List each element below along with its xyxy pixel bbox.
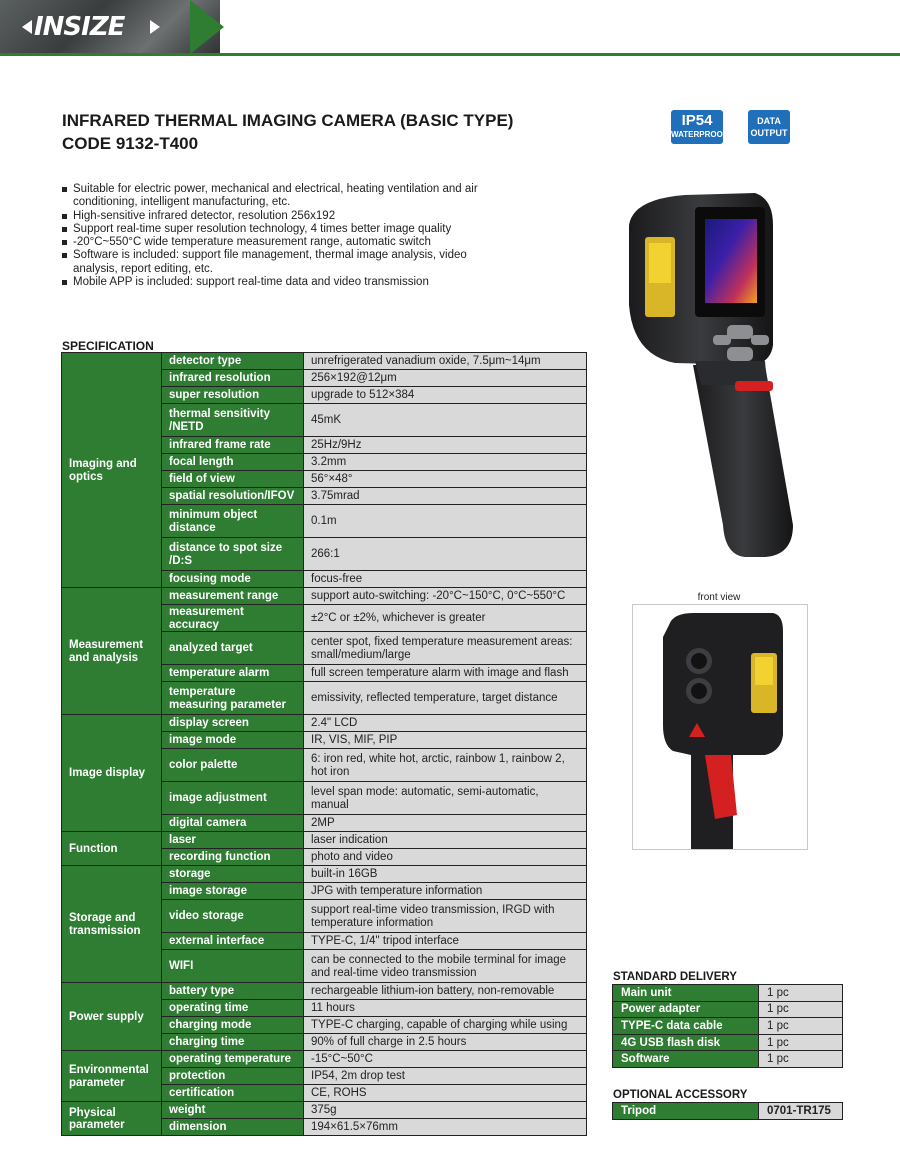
optional-accessory-table (612, 1102, 843, 1120)
spec-value: focus-free (304, 571, 587, 588)
spec-value: level span mode: automatic, semi-automatic, manual (304, 782, 587, 815)
spec-value: unrefrigerated vanadium oxide, 7.5μm~14μm (304, 353, 587, 370)
spec-value: -15°C~50°C (304, 1051, 587, 1068)
delivery-row (613, 1018, 843, 1035)
page-title (62, 109, 513, 155)
spec-group-label: Storage and transmission (62, 866, 162, 983)
spec-param-label: image mode (162, 732, 304, 749)
spec-group-label: Power supply (62, 983, 162, 1051)
spec-param-label: focal length (162, 454, 304, 471)
spec-value: 25Hz/9Hz (304, 437, 587, 454)
spec-param-label: operating time (162, 1000, 304, 1017)
spec-param-label: minimum object distance (162, 505, 304, 538)
front-view-frame (632, 604, 808, 850)
spec-value: 56°×48° (304, 471, 587, 488)
product-name: INFRARED THERMAL IMAGING CAMERA (BASIC TYPE) (62, 111, 514, 130)
spec-param-label: protection (162, 1068, 304, 1085)
spec-param-label: field of view (162, 471, 304, 488)
spec-param-label: certification (162, 1085, 304, 1102)
spec-param-label: infrared resolution (162, 370, 304, 387)
spec-value: emissivity, reflected temperature, target distance (304, 682, 587, 715)
spec-row (62, 1051, 587, 1068)
spec-param-label: storage (162, 866, 304, 883)
spec-value: IP54, 2m drop test (304, 1068, 587, 1085)
spec-value: CE, ROHS (304, 1085, 587, 1102)
spec-param-label: infrared frame rate (162, 437, 304, 454)
delivery-row (613, 1001, 843, 1018)
spec-param-label: battery type (162, 983, 304, 1000)
spec-value: built-in 16GB (304, 866, 587, 883)
delivery-item-qty: 1 pc (759, 1034, 843, 1051)
spec-param-label: WIFI (162, 950, 304, 983)
feature-item: -20°C~550°C wide temperature measurement range, automatic switch (62, 236, 482, 249)
spec-row (62, 715, 587, 732)
delivery-item-name: 4G USB flash disk (613, 1034, 759, 1051)
feature-item: Software is included: support file management, thermal image analysis, video analysis, report editing, etc. (62, 249, 482, 276)
spec-value: 256×192@12μm (304, 370, 587, 387)
spec-param-label: analyzed target (162, 632, 304, 665)
spec-value: support real-time video transmission, IRGD with temperature information (304, 900, 587, 933)
standard-delivery-heading: STANDARD DELIVERY (613, 971, 737, 983)
spec-group-label: Physical parameter (62, 1102, 162, 1136)
spec-group-label: Measurement and analysis (62, 588, 162, 715)
delivery-item-qty: 1 pc (759, 1001, 843, 1018)
spec-param-label: temperature alarm (162, 665, 304, 682)
spec-value: center spot, fixed temperature measurement areas: small/medium/large (304, 632, 587, 665)
spec-row (62, 1102, 587, 1119)
spec-param-label: recording function (162, 849, 304, 866)
feature-list (62, 183, 482, 289)
spec-param-label: super resolution (162, 387, 304, 404)
spec-value: rechargeable lithium-ion battery, non-removable (304, 983, 587, 1000)
spec-group-label: Function (62, 832, 162, 866)
spec-param-label: detector type (162, 353, 304, 370)
delivery-item-qty: 1 pc (759, 1051, 843, 1068)
spec-param-label: laser (162, 832, 304, 849)
delivery-item-name: Power adapter (613, 1001, 759, 1018)
spec-value: 2.4" LCD (304, 715, 587, 732)
delivery-item-name: Main unit (613, 985, 759, 1002)
spec-value: 194×61.5×76mm (304, 1119, 587, 1136)
spec-value: can be connected to the mobile terminal for image and real-time video transmission (304, 950, 587, 983)
spec-param-label: measurement accuracy (162, 605, 304, 632)
delivery-item-name: TYPE-C data cable (613, 1018, 759, 1035)
spec-value: support auto-switching: -20°C~150°C, 0°C~550°C (304, 588, 587, 605)
ip54-badge-main: IP54 (681, 112, 713, 129)
spec-param-label: distance to spot size /D:S (162, 538, 304, 571)
spec-param-label: video storage (162, 900, 304, 933)
spec-param-label: dimension (162, 1119, 304, 1136)
spec-value: 0.1m (304, 505, 587, 538)
delivery-row (613, 985, 843, 1002)
header-accent (190, 0, 224, 54)
spec-value: IR, VIS, MIF, PIP (304, 732, 587, 749)
delivery-item-name: Software (613, 1051, 759, 1068)
spec-value: full screen temperature alarm with image and flash (304, 665, 587, 682)
spec-group-label: Imaging and optics (62, 353, 162, 588)
ip54-badge-sub: WATERPROOF (671, 130, 728, 139)
spec-param-label: display screen (162, 715, 304, 732)
optional-accessory-heading: OPTIONAL ACCESSORY (613, 1089, 748, 1101)
spec-param-label: charging mode (162, 1017, 304, 1034)
logo-arrow-right-icon (150, 20, 160, 34)
spec-value: 3.75mrad (304, 488, 587, 505)
camera-side-view-image (615, 185, 815, 565)
spec-value: 90% of full charge in 2.5 hours (304, 1034, 587, 1051)
standard-delivery-table (612, 984, 843, 1068)
spec-value: ±2°C or ±2%, whichever is greater (304, 605, 587, 632)
spec-value: 11 hours (304, 1000, 587, 1017)
spec-param-label: color palette (162, 749, 304, 782)
delivery-item-qty: 1 pc (759, 1018, 843, 1035)
ip54-badge (671, 110, 728, 144)
delivery-row (613, 1051, 843, 1068)
spec-param-label: weight (162, 1102, 304, 1119)
spec-row (62, 588, 587, 605)
spec-param-label: external interface (162, 933, 304, 950)
data-output-badge: DATA OUTPUT (748, 110, 790, 144)
specification-heading: SPECIFICATION (62, 339, 154, 353)
spec-value: TYPE-C, 1/4" tripod interface (304, 933, 587, 950)
spec-value: laser indication (304, 832, 587, 849)
feature-item: Support real-time super resolution technology, 4 times better image quality (62, 223, 482, 236)
spec-row (62, 866, 587, 883)
spec-value: 6: iron red, white hot, arctic, rainbow 1, rainbow 2, hot iron (304, 749, 587, 782)
brand-logo: INSIZE (34, 12, 125, 42)
spec-value: TYPE-C charging, capable of charging while using (304, 1017, 587, 1034)
logo-arrow-left-icon (22, 20, 32, 34)
product-code: CODE 9132-T400 (62, 134, 199, 153)
accessory-code: 0701-TR175 (759, 1103, 843, 1120)
spec-value: 2MP (304, 815, 587, 832)
spec-param-label: digital camera (162, 815, 304, 832)
delivery-row (613, 1034, 843, 1051)
spec-value: 3.2mm (304, 454, 587, 471)
header-band (0, 0, 900, 56)
spec-group-label: Image display (62, 715, 162, 832)
spec-param-label: spatial resolution/IFOV (162, 488, 304, 505)
feature-item: Suitable for electric power, mechanical and electrical, heating ventilation and air conditioning, intelligent manufacturing, etc. (62, 183, 482, 210)
spec-param-label: image adjustment (162, 782, 304, 815)
spec-value: 45mK (304, 404, 587, 437)
spec-value: upgrade to 512×384 (304, 387, 587, 404)
feature-item: Mobile APP is included: support real-time data and video transmission (62, 276, 482, 289)
spec-row (62, 353, 587, 370)
feature-item: High-sensitive infrared detector, resolution 256x192 (62, 210, 482, 223)
specification-table (61, 352, 587, 1136)
spec-param-label: operating temperature (162, 1051, 304, 1068)
spec-row (62, 832, 587, 849)
accessory-name: Tripod (613, 1103, 759, 1120)
spec-value: JPG with temperature information (304, 883, 587, 900)
accessory-row (613, 1103, 843, 1120)
spec-value: photo and video (304, 849, 587, 866)
header-rule (0, 53, 900, 56)
spec-param-label: measurement range (162, 588, 304, 605)
spec-row (62, 983, 587, 1000)
spec-value: 266:1 (304, 538, 587, 571)
spec-param-label: thermal sensitivity /NETD (162, 404, 304, 437)
spec-param-label: charging time (162, 1034, 304, 1051)
spec-group-label: Environmental parameter (62, 1051, 162, 1102)
delivery-item-qty: 1 pc (759, 985, 843, 1002)
camera-front-view-image (633, 605, 807, 849)
spec-param-label: image storage (162, 883, 304, 900)
spec-param-label: temperature measuring parameter (162, 682, 304, 715)
front-view-label: front view (697, 592, 741, 603)
spec-param-label: focusing mode (162, 571, 304, 588)
spec-value: 375g (304, 1102, 587, 1119)
